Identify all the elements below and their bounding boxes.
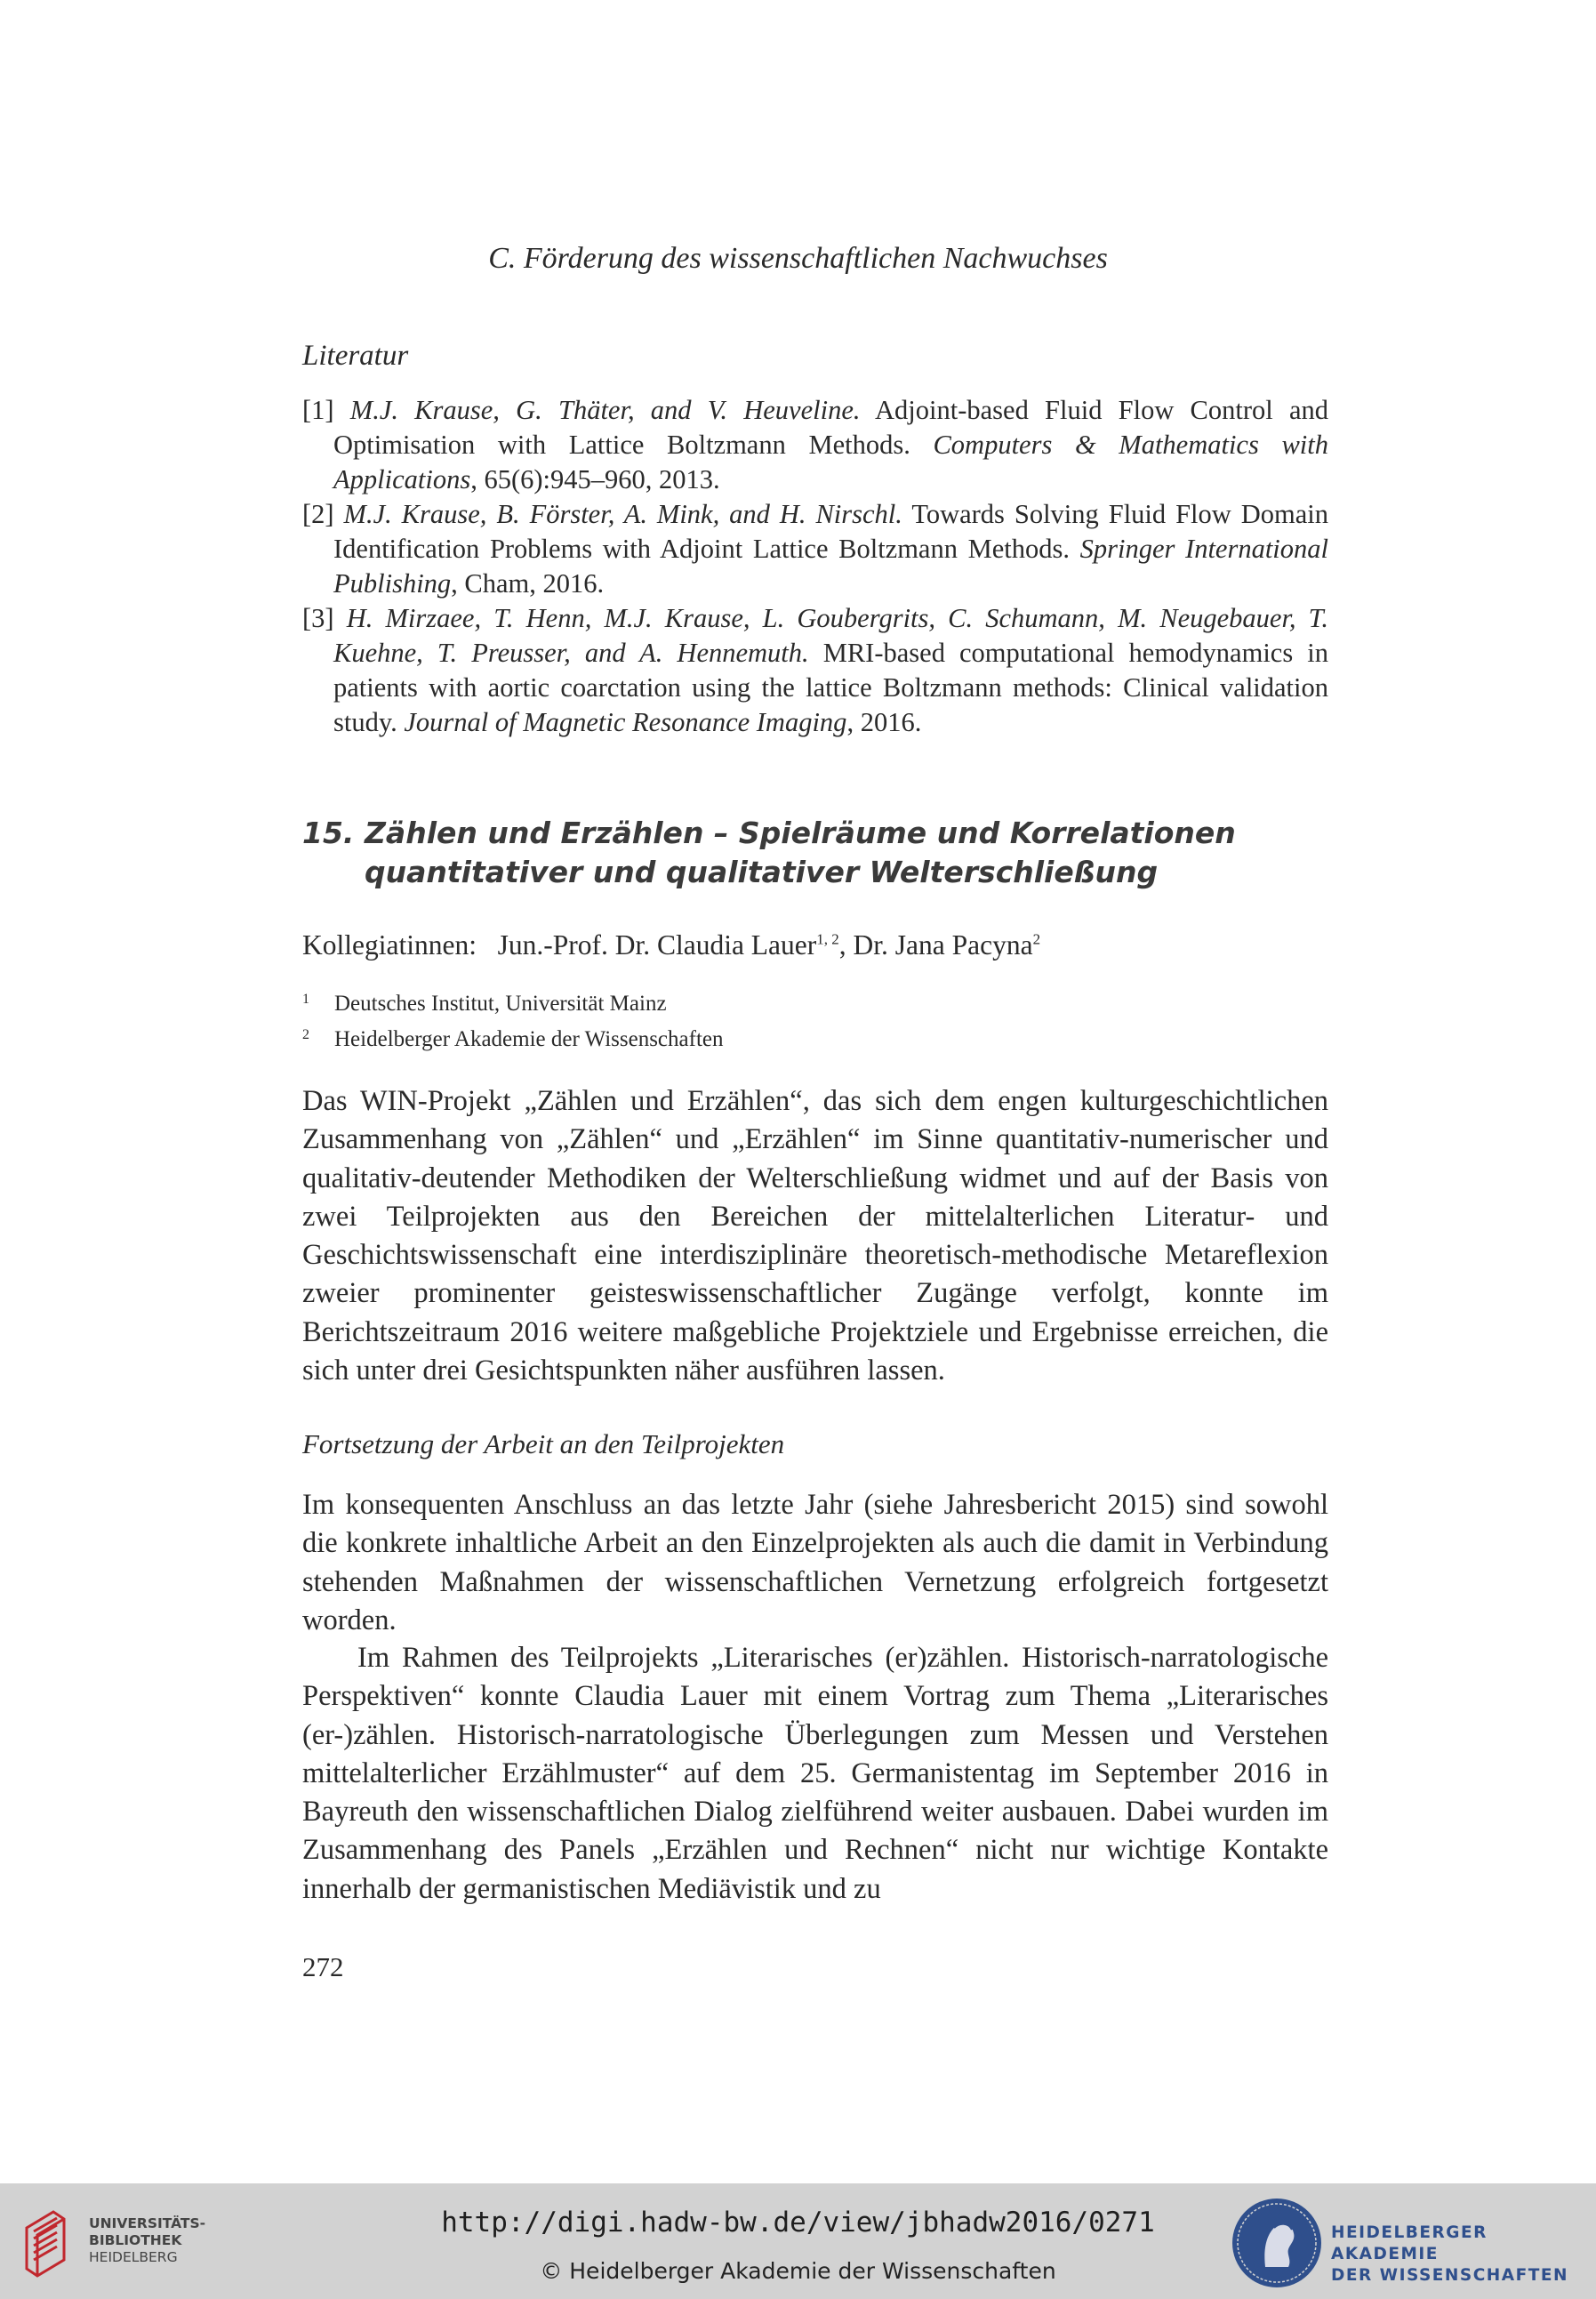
footer-bar	[0, 2183, 1596, 2299]
subsection-heading: Fortsetzung der Arbeit an den Teilprojekten	[302, 1428, 785, 1459]
author-name: Jun.-Prof. Dr. Claudia Lauer	[497, 929, 817, 961]
reference-title: Adjoint-based Fluid Flow Control and Optimisation with Lattice Boltzmann Methods.	[333, 395, 1328, 460]
authors-label: Kollegiatinnen:	[302, 929, 477, 961]
academy-name	[1331, 2223, 1596, 2287]
reference-authors: M.J. Krause, B. Förster, A. Mink, and H. Nirschl.	[343, 499, 902, 529]
section-title-line1: Zählen und Erzählen – Spielräume und Korrelationen	[365, 816, 1236, 850]
body-paragraph: Im Rahmen des Teilprojekts „Literarisches (er)zählen. Historisch-narratologische Perspektiven“ konnte Claudia Lauer mit einem Vortrag zum Thema „Literarisches (er-)zählen. Historisch-narratologische Überlegungen zum Messen und Verstehen mittelalterlicher Erzählmuster“ auf dem 25. Germanistentag im September 2016 in Bayreuth den wissenschaftlichen Dialog zielführend weiter ausbauen. Dabei wurden im Zusammenhang des Panels „Erzählen und Rechnen“ nicht nur wichtige Kontakte innerhalb der germanistischen Mediävistik und zu	[302, 1642, 1328, 1905]
ub-line2: BIBLIOTHEK	[89, 2232, 182, 2248]
affiliation-item	[302, 984, 1328, 1019]
academy-line1: HEIDELBERGER AKADEMIE	[1331, 2223, 1488, 2263]
author-affiliation-ref: 1, 2	[816, 930, 839, 948]
author-separator: ,	[838, 929, 854, 961]
reference-number: [3]	[302, 603, 334, 633]
ub-line3: HEIDELBERG	[89, 2249, 178, 2265]
affiliation-item	[302, 1019, 1328, 1055]
reference-venue: Springer International Publishing	[333, 534, 1329, 599]
reference-authors: H. Mirzaee, T. Henn, M.J. Krause, L. Goubergrits, C. Schumann, M. Neugebauer, T. Kuehne, T. Preusser, and A. Hennemuth.	[333, 603, 1329, 668]
reference-authors: M.J. Krause, G. Thäter, and V. Heuveline.	[349, 395, 861, 425]
authors-line	[302, 929, 1328, 961]
reference-item	[302, 393, 1328, 497]
reference-details: , 2016.	[846, 707, 922, 737]
literature-heading: Literatur	[302, 340, 409, 372]
section-title-line2: quantitativer und qualitativer Welterschließung	[365, 855, 1159, 889]
reference-details: , Cham, 2016.	[451, 568, 605, 599]
academy-seal-icon	[1230, 2196, 1324, 2290]
affiliation-text: Deutsches Institut, Universität Mainz	[334, 992, 667, 1016]
reference-title: MRI-based computational hemodynamics in patients with aortic coarctation using the lattice Boltzmann methods: Clinical validation study.	[333, 638, 1328, 737]
author-affiliation-ref: 2	[1032, 930, 1041, 948]
body-paragraph: Das WIN-Projekt „Zählen und Erzählen“, das sich dem engen kulturgeschichtlichen Zusammenhang von „Zählen“ und „Erzählen“ im Sinne quantitativ-numerischer und qualitativ-deutender Methodiken der Welterschließung widmet und auf der Basis von zwei Teilprojekten aus den Bereichen der mittelalterlichen Literatur- und Geschichtswissenschaft eine interdisziplinäre theoretisch-methodische Metareflexion zweier prominenter geisteswissenschaftlicher Zugänge verfolgt, konnte im Berichtszeitraum 2016 weitere maßgebliche Projektziele und Ergebnisse erreichen, die sich unter drei Gesichtspunkten näher ausführen lassen.	[302, 1085, 1328, 1387]
section-number: 15.	[302, 816, 355, 850]
reference-item	[302, 497, 1328, 601]
academy-line2: DER WISSENSCHAFTEN	[1331, 2266, 1568, 2285]
reference-title: Towards Solving Fluid Flow Domain Identification Problems with Adjoint Lattice Boltzmann Methods.	[333, 499, 1329, 564]
reference-list	[302, 393, 1328, 740]
page-number: 272	[302, 1951, 344, 1982]
reference-venue: Computers & Mathematics with Applications	[333, 430, 1328, 494]
author-name: Dr. Jana Pacyna	[853, 929, 1033, 961]
permalink-url[interactable]: http://digi.hadw-bw.de/view/jbhadw2016/0271	[441, 2207, 1155, 2239]
reference-number: [2]	[302, 499, 334, 529]
reference-details: , 65(6):945–960, 2013.	[470, 464, 720, 494]
running-head: C. Förderung des wissenschaftlichen Nachwuchses	[488, 242, 1108, 275]
section-heading	[302, 814, 1328, 892]
affiliation-number: 1	[302, 992, 309, 1007]
ub-line1: UNIVERSITÄTS-	[89, 2215, 206, 2231]
body-paragraph: Im konsequenten Anschluss an das letzte Jahr (siehe Jahresbericht 2015) sind sowohl die konkrete inhaltliche Arbeit an den Einzelprojekten als auch die damit in Verbindung stehenden Maßnahmen der wissenschaftlichen Vernetzung erfolgreich fortgesetzt worden.	[302, 1489, 1328, 1636]
reference-number: [1]	[302, 395, 334, 425]
reference-venue: Journal of Magnetic Resonance Imaging	[404, 707, 847, 737]
affiliation-text: Heidelberger Akademie der Wissenschaften	[334, 1027, 724, 1051]
copyright-notice: © Heidelberger Akademie der Wissenschaften	[540, 2258, 1056, 2284]
reference-item	[302, 601, 1328, 740]
affiliations	[302, 984, 1328, 1055]
affiliation-number: 2	[302, 1027, 309, 1042]
